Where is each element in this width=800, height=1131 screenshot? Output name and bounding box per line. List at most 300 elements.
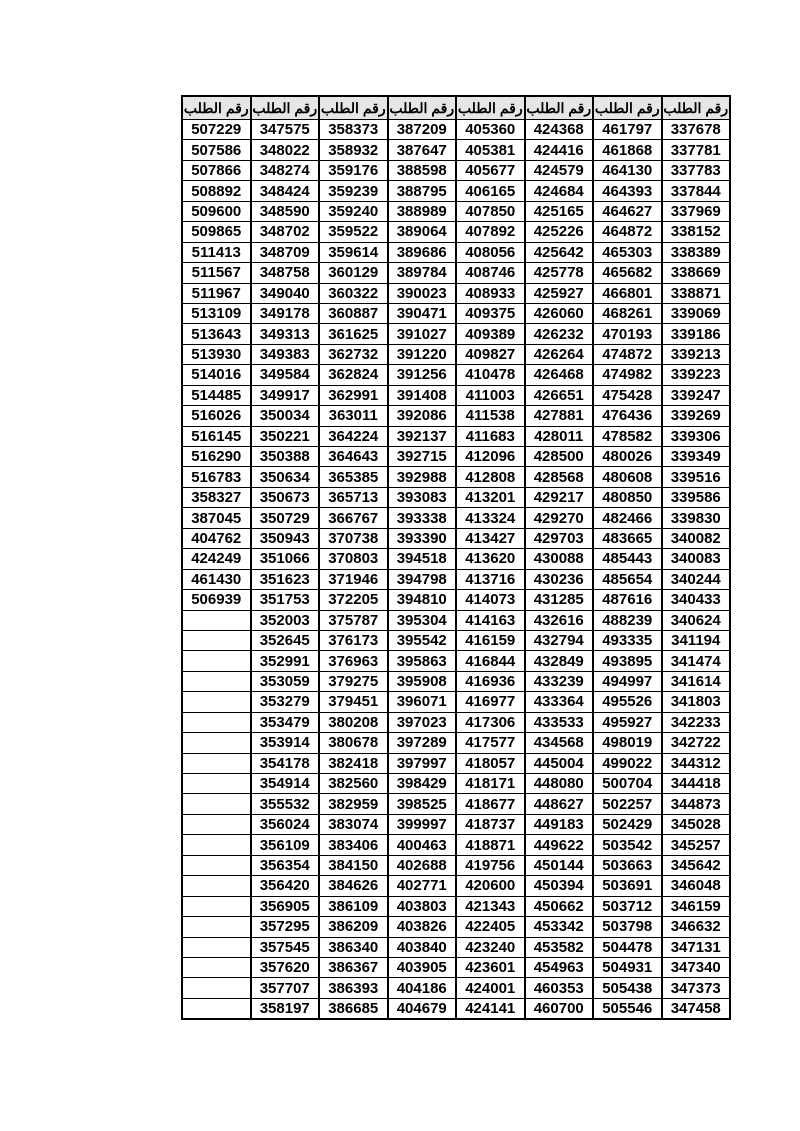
request-number-cell: 390471 <box>388 303 457 323</box>
request-number-cell: 363011 <box>319 406 388 426</box>
request-number-cell: 350634 <box>251 467 320 487</box>
request-number-cell: 349584 <box>251 365 320 385</box>
request-number-cell: 503663 <box>593 855 662 875</box>
request-number-cell: 339186 <box>662 324 731 344</box>
request-number-cell: 450394 <box>525 876 594 896</box>
request-number-cell: 493895 <box>593 651 662 671</box>
request-number-cell: 344418 <box>662 774 731 794</box>
request-number-cell: 376173 <box>319 630 388 650</box>
request-number-cell: 348022 <box>251 140 320 160</box>
request-number-cell: 426232 <box>525 324 594 344</box>
request-number-cell: 487616 <box>593 590 662 610</box>
column-header: رقم الطلب <box>251 96 320 120</box>
request-number-cell <box>182 610 251 630</box>
request-number-cell: 432616 <box>525 610 594 630</box>
request-number-cell: 475428 <box>593 385 662 405</box>
table-row <box>182 835 730 855</box>
request-number-cell: 506939 <box>182 590 251 610</box>
request-number-cell: 389064 <box>388 222 457 242</box>
request-number-cell: 429703 <box>525 528 594 548</box>
request-number-cell: 348758 <box>251 263 320 283</box>
request-number-cell: 388989 <box>388 201 457 221</box>
request-number-cell: 387209 <box>388 120 457 140</box>
request-number-cell: 461430 <box>182 569 251 589</box>
request-number-cell: 362824 <box>319 365 388 385</box>
request-number-cell: 414163 <box>456 610 525 630</box>
request-number-cell: 387045 <box>182 508 251 528</box>
request-number-cell: 482466 <box>593 508 662 528</box>
request-number-cell: 356420 <box>251 876 320 896</box>
request-number-cell: 337783 <box>662 160 731 180</box>
request-number-cell: 350729 <box>251 508 320 528</box>
request-number-cell: 502429 <box>593 814 662 834</box>
table-row <box>182 876 730 896</box>
request-number-cell: 454963 <box>525 957 594 977</box>
request-number-cell <box>182 692 251 712</box>
request-number-cell: 503798 <box>593 917 662 937</box>
table-row <box>182 263 730 283</box>
request-number-cell: 348590 <box>251 201 320 221</box>
request-number-cell: 340082 <box>662 528 731 548</box>
request-number-cell: 461797 <box>593 120 662 140</box>
request-number-cell: 432794 <box>525 630 594 650</box>
request-number-cell: 383406 <box>319 835 388 855</box>
request-numbers-table <box>181 95 731 1020</box>
request-number-cell: 409375 <box>456 303 525 323</box>
table-row <box>182 998 730 1019</box>
request-number-cell: 389784 <box>388 263 457 283</box>
request-number-cell: 474982 <box>593 365 662 385</box>
request-number-cell: 340624 <box>662 610 731 630</box>
request-number-cell: 339516 <box>662 467 731 487</box>
request-number-cell: 350221 <box>251 426 320 446</box>
request-number-cell: 413620 <box>456 549 525 569</box>
request-number-cell: 416159 <box>456 630 525 650</box>
table-body <box>182 120 730 1020</box>
request-number-cell: 409389 <box>456 324 525 344</box>
table-row <box>182 917 730 937</box>
request-number-cell: 348709 <box>251 242 320 262</box>
request-number-cell: 356354 <box>251 855 320 875</box>
request-number-cell: 359522 <box>319 222 388 242</box>
request-number-cell: 338389 <box>662 242 731 262</box>
request-number-cell: 424001 <box>456 978 525 998</box>
request-number-cell: 404186 <box>388 978 457 998</box>
request-number-cell: 357620 <box>251 957 320 977</box>
request-number-cell: 370803 <box>319 549 388 569</box>
request-number-cell: 339269 <box>662 406 731 426</box>
table-row <box>182 385 730 405</box>
request-number-cell: 504931 <box>593 957 662 977</box>
request-number-cell: 426060 <box>525 303 594 323</box>
request-number-cell: 403840 <box>388 937 457 957</box>
request-number-cell: 433364 <box>525 692 594 712</box>
request-number-cell: 419756 <box>456 855 525 875</box>
request-number-cell: 339223 <box>662 365 731 385</box>
request-number-cell: 384150 <box>319 855 388 875</box>
table-row <box>182 978 730 998</box>
request-number-cell: 453582 <box>525 937 594 957</box>
request-number-cell: 404762 <box>182 528 251 548</box>
request-number-cell: 474872 <box>593 344 662 364</box>
request-number-cell: 445004 <box>525 753 594 773</box>
request-number-cell: 417577 <box>456 733 525 753</box>
request-number-cell: 352003 <box>251 610 320 630</box>
table-row <box>182 590 730 610</box>
request-number-cell: 392086 <box>388 406 457 426</box>
request-number-cell: 338871 <box>662 283 731 303</box>
request-number-cell: 391027 <box>388 324 457 344</box>
request-number-cell: 429270 <box>525 508 594 528</box>
request-number-cell: 413324 <box>456 508 525 528</box>
request-number-cell: 430088 <box>525 549 594 569</box>
request-number-cell: 348702 <box>251 222 320 242</box>
request-number-cell: 418171 <box>456 774 525 794</box>
column-header: رقم الطلب <box>593 96 662 120</box>
table-row <box>182 896 730 916</box>
request-number-cell: 357295 <box>251 917 320 937</box>
request-number-cell: 358373 <box>319 120 388 140</box>
request-number-cell: 350673 <box>251 487 320 507</box>
request-number-cell: 511567 <box>182 263 251 283</box>
request-number-cell: 465682 <box>593 263 662 283</box>
request-number-cell: 405360 <box>456 120 525 140</box>
request-number-cell <box>182 814 251 834</box>
table-row <box>182 549 730 569</box>
request-number-cell: 418871 <box>456 835 525 855</box>
table-row <box>182 160 730 180</box>
table-row <box>182 794 730 814</box>
request-number-cell: 516145 <box>182 426 251 446</box>
request-number-cell: 349383 <box>251 344 320 364</box>
request-number-cell: 464872 <box>593 222 662 242</box>
request-number-cell: 425927 <box>525 283 594 303</box>
request-number-cell: 434568 <box>525 733 594 753</box>
request-number-cell: 425226 <box>525 222 594 242</box>
table-row <box>182 487 730 507</box>
request-number-cell: 416844 <box>456 651 525 671</box>
request-number-cell: 389686 <box>388 242 457 262</box>
request-number-cell: 356109 <box>251 835 320 855</box>
request-number-cell: 432849 <box>525 651 594 671</box>
request-number-cell: 337678 <box>662 120 731 140</box>
column-header: رقم الطلب <box>388 96 457 120</box>
table-row <box>182 365 730 385</box>
request-number-cell: 425642 <box>525 242 594 262</box>
request-number-cell: 466801 <box>593 283 662 303</box>
request-number-cell: 513109 <box>182 303 251 323</box>
request-number-cell: 345257 <box>662 835 731 855</box>
request-number-cell: 511967 <box>182 283 251 303</box>
column-header: رقم الطلب <box>662 96 731 120</box>
request-number-cell: 411003 <box>456 385 525 405</box>
request-number-cell: 502257 <box>593 794 662 814</box>
request-number-cell: 503542 <box>593 835 662 855</box>
request-number-cell: 347575 <box>251 120 320 140</box>
request-number-cell: 495526 <box>593 692 662 712</box>
request-number-cell: 339306 <box>662 426 731 446</box>
request-number-cell: 397997 <box>388 753 457 773</box>
request-number-cell: 394798 <box>388 569 457 589</box>
request-number-cell: 516290 <box>182 447 251 467</box>
request-number-cell: 382560 <box>319 774 388 794</box>
request-number-cell <box>182 998 251 1019</box>
request-number-cell: 346632 <box>662 917 731 937</box>
request-number-cell: 337781 <box>662 140 731 160</box>
request-number-cell: 345028 <box>662 814 731 834</box>
request-number-cell: 407850 <box>456 201 525 221</box>
request-number-cell: 382959 <box>319 794 388 814</box>
request-number-cell: 411538 <box>456 406 525 426</box>
request-number-cell: 386685 <box>319 998 388 1019</box>
request-number-cell: 507586 <box>182 140 251 160</box>
request-number-cell: 386393 <box>319 978 388 998</box>
request-number-cell: 425778 <box>525 263 594 283</box>
table-row <box>182 426 730 446</box>
request-number-cell: 393338 <box>388 508 457 528</box>
request-number-cell: 359176 <box>319 160 388 180</box>
request-number-cell: 380208 <box>319 712 388 732</box>
table-row <box>182 222 730 242</box>
request-number-cell: 464130 <box>593 160 662 180</box>
request-number-cell: 349917 <box>251 385 320 405</box>
request-number-cell <box>182 835 251 855</box>
table-row <box>182 242 730 262</box>
request-number-cell: 341474 <box>662 651 731 671</box>
request-number-cell <box>182 855 251 875</box>
table-row <box>182 937 730 957</box>
table-row <box>182 814 730 834</box>
request-number-cell: 513643 <box>182 324 251 344</box>
request-number-cell: 391256 <box>388 365 457 385</box>
table-row <box>182 712 730 732</box>
request-number-cell: 460700 <box>525 998 594 1019</box>
request-number-cell: 408056 <box>456 242 525 262</box>
request-number-cell: 354178 <box>251 753 320 773</box>
table-row <box>182 753 730 773</box>
request-number-cell: 480026 <box>593 447 662 467</box>
table-row <box>182 467 730 487</box>
request-number-cell: 480608 <box>593 467 662 487</box>
request-number-cell: 431285 <box>525 590 594 610</box>
request-number-cell <box>182 733 251 753</box>
request-number-cell: 337969 <box>662 201 731 221</box>
request-number-cell: 353914 <box>251 733 320 753</box>
request-number-cell: 365713 <box>319 487 388 507</box>
table-row <box>182 508 730 528</box>
request-number-cell <box>182 876 251 896</box>
table-row <box>182 140 730 160</box>
request-number-cell: 417306 <box>456 712 525 732</box>
request-number-cell: 470193 <box>593 324 662 344</box>
table-row <box>182 733 730 753</box>
request-number-cell: 513930 <box>182 344 251 364</box>
table-row <box>182 406 730 426</box>
request-number-cell: 411683 <box>456 426 525 446</box>
request-number-cell: 383074 <box>319 814 388 834</box>
request-number-cell: 406165 <box>456 181 525 201</box>
request-number-cell: 426264 <box>525 344 594 364</box>
request-number-cell: 433239 <box>525 671 594 691</box>
request-number-cell: 358327 <box>182 487 251 507</box>
request-number-cell: 357545 <box>251 937 320 957</box>
request-number-cell: 370738 <box>319 528 388 548</box>
request-number-cell: 499022 <box>593 753 662 773</box>
request-number-cell <box>182 957 251 977</box>
request-number-cell: 424684 <box>525 181 594 201</box>
request-number-cell: 396071 <box>388 692 457 712</box>
table-row <box>182 303 730 323</box>
request-number-cell: 388598 <box>388 160 457 180</box>
request-number-cell: 423240 <box>456 937 525 957</box>
request-number-cell: 483665 <box>593 528 662 548</box>
request-number-cell: 351623 <box>251 569 320 589</box>
request-number-cell: 398429 <box>388 774 457 794</box>
request-number-cell: 402771 <box>388 876 457 896</box>
request-number-cell: 464627 <box>593 201 662 221</box>
request-number-cell: 450144 <box>525 855 594 875</box>
request-number-cell: 409827 <box>456 344 525 364</box>
request-number-cell: 514485 <box>182 385 251 405</box>
request-number-cell: 394810 <box>388 590 457 610</box>
request-number-cell: 448627 <box>525 794 594 814</box>
request-number-cell: 356905 <box>251 896 320 916</box>
request-number-cell <box>182 671 251 691</box>
request-number-cell: 464393 <box>593 181 662 201</box>
request-number-cell: 493335 <box>593 630 662 650</box>
request-number-cell: 364224 <box>319 426 388 446</box>
request-number-cell: 360322 <box>319 283 388 303</box>
request-number-cell: 430236 <box>525 569 594 589</box>
request-number-cell: 339349 <box>662 447 731 467</box>
request-number-cell: 351753 <box>251 590 320 610</box>
request-number-cell: 347131 <box>662 937 731 957</box>
request-number-cell: 465303 <box>593 242 662 262</box>
request-number-cell <box>182 794 251 814</box>
table-row <box>182 181 730 201</box>
table-row <box>182 569 730 589</box>
request-number-cell: 500704 <box>593 774 662 794</box>
request-number-cell: 397023 <box>388 712 457 732</box>
request-number-cell: 379451 <box>319 692 388 712</box>
request-number-cell: 347373 <box>662 978 731 998</box>
request-number-cell: 424141 <box>456 998 525 1019</box>
request-number-cell: 418057 <box>456 753 525 773</box>
request-number-cell: 353059 <box>251 671 320 691</box>
request-number-cell: 511413 <box>182 242 251 262</box>
request-number-cell <box>182 712 251 732</box>
request-number-cell: 353479 <box>251 712 320 732</box>
request-number-cell: 461868 <box>593 140 662 160</box>
request-number-cell: 423601 <box>456 957 525 977</box>
request-number-cell: 488239 <box>593 610 662 630</box>
request-number-cell: 338152 <box>662 222 731 242</box>
request-number-cell: 359239 <box>319 181 388 201</box>
request-number-cell: 507229 <box>182 120 251 140</box>
request-number-cell: 341614 <box>662 671 731 691</box>
column-header: رقم الطلب <box>456 96 525 120</box>
request-number-cell: 412096 <box>456 447 525 467</box>
table-row <box>182 610 730 630</box>
request-number-cell: 353279 <box>251 692 320 712</box>
table-row <box>182 957 730 977</box>
request-number-cell: 380678 <box>319 733 388 753</box>
request-number-cell: 425165 <box>525 201 594 221</box>
request-number-cell: 371946 <box>319 569 388 589</box>
column-header: رقم الطلب <box>319 96 388 120</box>
request-number-cell: 395542 <box>388 630 457 650</box>
header-row <box>182 96 730 120</box>
request-number-cell: 395304 <box>388 610 457 630</box>
request-number-cell: 361625 <box>319 324 388 344</box>
request-number-cell: 375787 <box>319 610 388 630</box>
request-number-cell: 448080 <box>525 774 594 794</box>
request-number-cell: 346048 <box>662 876 731 896</box>
request-number-cell: 364643 <box>319 447 388 467</box>
request-number-cell: 372205 <box>319 590 388 610</box>
request-number-cell: 390023 <box>388 283 457 303</box>
table-row <box>182 120 730 140</box>
request-number-cell: 405381 <box>456 140 525 160</box>
request-number-cell: 498019 <box>593 733 662 753</box>
request-number-cell: 413716 <box>456 569 525 589</box>
request-number-cell: 413427 <box>456 528 525 548</box>
request-number-cell: 416936 <box>456 671 525 691</box>
request-number-cell: 397289 <box>388 733 457 753</box>
request-number-cell: 433533 <box>525 712 594 732</box>
request-number-cell: 514016 <box>182 365 251 385</box>
request-number-cell: 449183 <box>525 814 594 834</box>
request-number-cell: 416977 <box>456 692 525 712</box>
request-number-cell: 403826 <box>388 917 457 937</box>
request-number-cell: 376963 <box>319 651 388 671</box>
request-number-cell: 485654 <box>593 569 662 589</box>
request-number-cell: 337844 <box>662 181 731 201</box>
request-number-cell: 344312 <box>662 753 731 773</box>
request-number-cell <box>182 651 251 671</box>
request-number-cell: 414073 <box>456 590 525 610</box>
table-row <box>182 324 730 344</box>
request-number-cell: 403803 <box>388 896 457 916</box>
request-number-cell: 341194 <box>662 630 731 650</box>
request-number-cell: 426651 <box>525 385 594 405</box>
request-number-cell: 420600 <box>456 876 525 896</box>
table-row <box>182 344 730 364</box>
request-number-cell: 352645 <box>251 630 320 650</box>
request-number-cell: 478582 <box>593 426 662 446</box>
request-number-cell: 410478 <box>456 365 525 385</box>
table-row <box>182 283 730 303</box>
request-number-cell: 357707 <box>251 978 320 998</box>
request-number-cell <box>182 774 251 794</box>
request-number-cell: 391408 <box>388 385 457 405</box>
request-number-cell: 450662 <box>525 896 594 916</box>
request-number-cell: 516026 <box>182 406 251 426</box>
table-row <box>182 671 730 691</box>
request-number-cell: 398525 <box>388 794 457 814</box>
request-number-cell: 391220 <box>388 344 457 364</box>
table-row <box>182 447 730 467</box>
request-number-cell: 342722 <box>662 733 731 753</box>
request-number-cell: 485443 <box>593 549 662 569</box>
request-number-cell: 418737 <box>456 814 525 834</box>
request-number-cell: 503691 <box>593 876 662 896</box>
request-number-cell: 424368 <box>525 120 594 140</box>
request-number-cell: 352991 <box>251 651 320 671</box>
table-row <box>182 774 730 794</box>
request-number-cell: 339830 <box>662 508 731 528</box>
request-number-cell: 379275 <box>319 671 388 691</box>
